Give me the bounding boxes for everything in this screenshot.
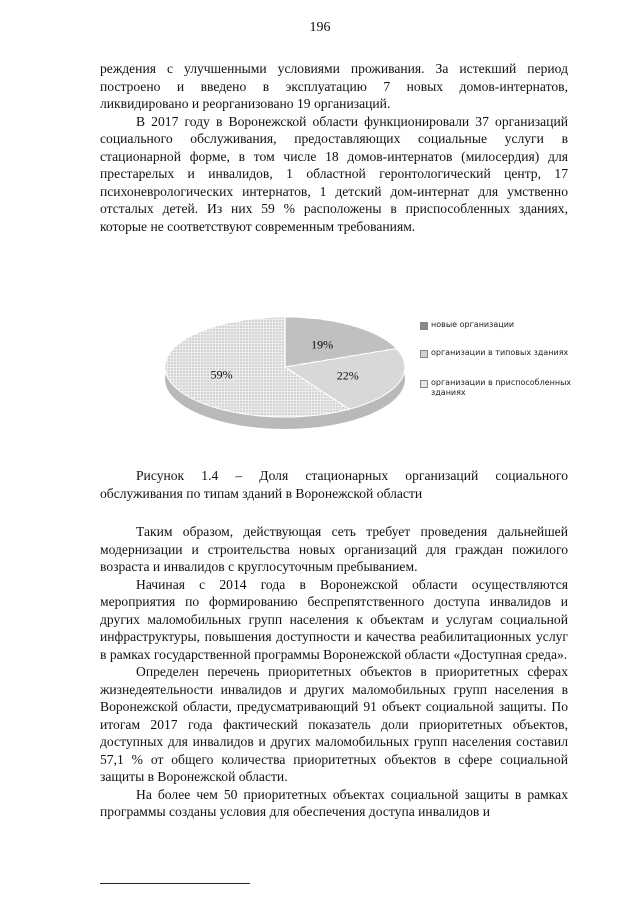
figure-caption: Рисунок 1.4 – Доля стационарных организаций социального обслуживания по типам зданий в Воронежской области [100,468,568,501]
legend-label: организации в типовых зданиях [431,348,569,357]
legend-item [420,320,514,330]
pie-chart-svg [150,305,420,455]
paragraph: На более чем 50 приоритетных объектах социальной защиты в рамках программы созданы условия для обеспечения доступа инвалидов и [100,786,568,819]
paragraph: В 2017 году в Воронежской области функционировали 37 организаций социального обслуживания, предоставляющих социальные услуги в стационарной форме, в том числе 18 домов-интернатов (милосердия) для престарелых и инвалидов, 1 областной геронтологический центр, 17 психоневрологических интернатов, 1 детский дом-интернат для умственно отсталых детей. Из них 59 % расположены в приспособленных зданиях, которые не соответствуют современным требованиям. [100,113,568,234]
page-number: 196 [309,20,331,35]
legend-label: новые организации [431,320,515,329]
footnote-divider [100,883,250,884]
legend-swatch [420,380,428,388]
legend-swatch [420,350,428,358]
legend-item [420,348,568,358]
paragraph: Определен перечень приоритетных объектов в приоритетных сферах жизнедеятельности инвалидов и других маломобильных групп населения в Воронежской области, предусматривающий 91 объект социальной защиты. По итогам 2017 года фактический показатель доли приоритетных объектов, доступных для инвалидов и других маломобильных групп населения составил 57,1 % от общего количества приоритетных объектов в сфере социальной защиты в Воронежской области. [100,664,568,784]
legend-label: организации в приспособленных зданиях [431,378,572,397]
paragraph: Начиная с 2014 года в Воронежской области осуществляются мероприятия по формированию беспрепятственного доступа инвалидов и других маломобильных групп населения к объектам и услугам социальной инфраструктуры, повышения доступности и качества реабилитационных услуг в рамках государственной программы Воронежской области «Доступная среда». [100,576,568,662]
slice-label: 22% [336,368,359,383]
slice-label: 19% [311,337,334,352]
slice-label: 59% [210,367,233,382]
legend-item [420,378,580,398]
body-text-top [100,60,568,235]
paragraph: Таким образом, действующая сеть требует проведения дальнейшей модернизации и строительства новых организаций для граждан пожилого возраста и инвалидов с круглосуточным пребыванием. [100,524,568,574]
paragraph: реждения с улучшенными условиями проживания. За истекший период построено и введено в эксплуатацию 7 новых домов-интернатов, ликвидировано и реорганизовано 19 организаций. [100,61,568,111]
body-text-bottom [100,523,568,821]
legend-swatch [420,322,428,330]
